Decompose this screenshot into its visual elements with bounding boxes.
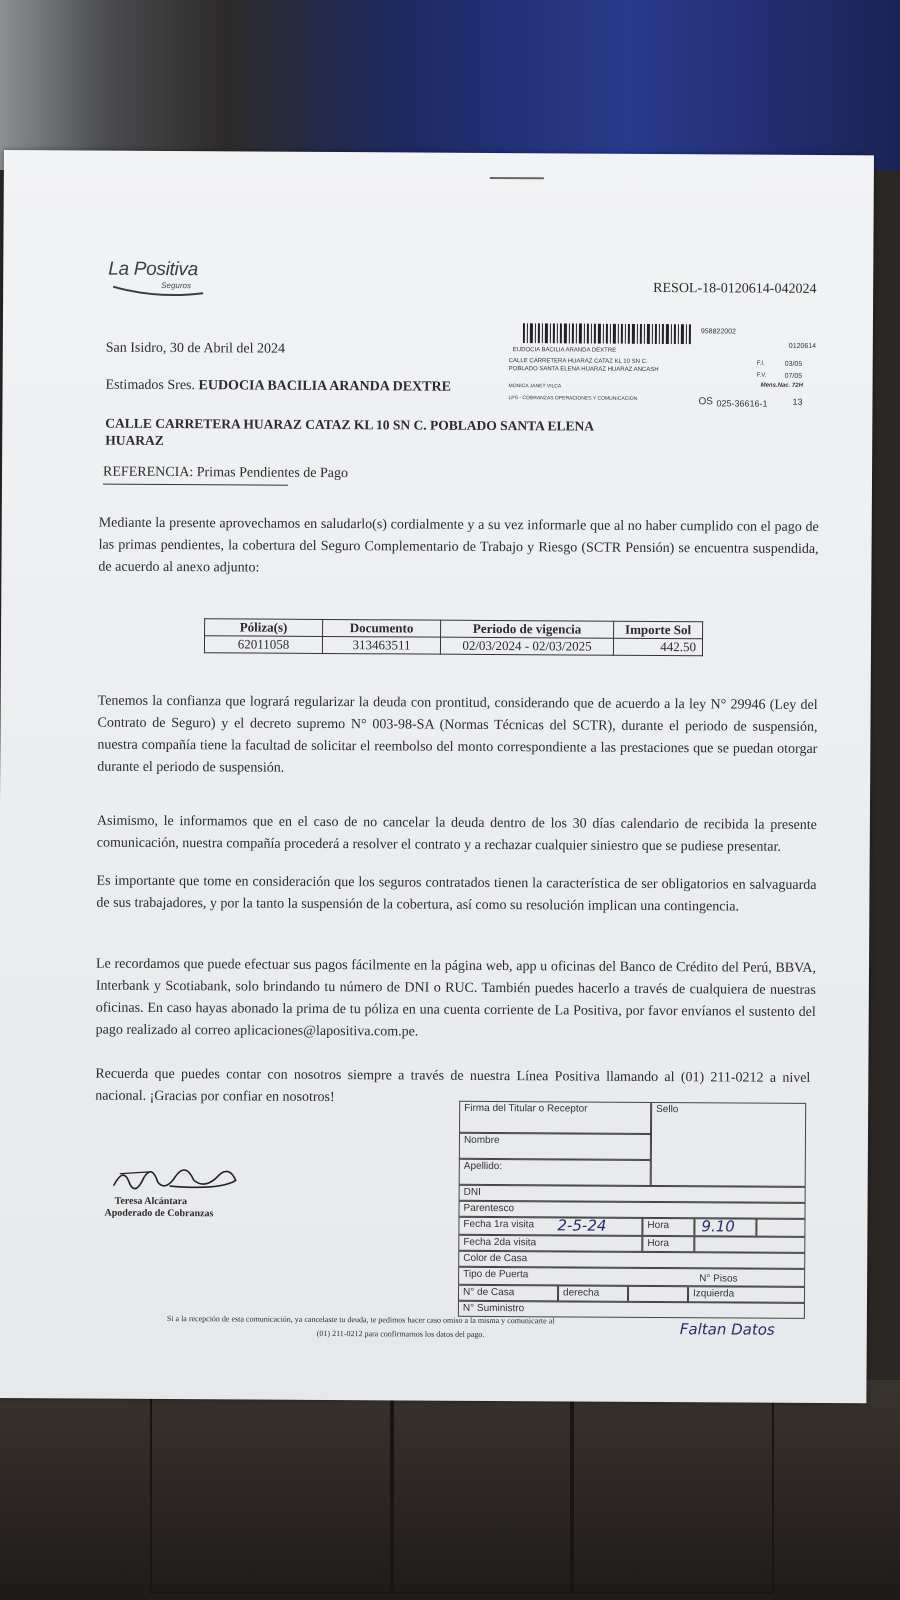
- form-nombre: [459, 1133, 651, 1160]
- paragraph-6: Recuerda que puedes contar con nosotros siempre a través de nuestra Línea Positiva llamando al (01) 211-0212 a nivel nacional. ¡Gracias por confiar en nosotros!: [95, 1066, 811, 1106]
- form-fecha1-label: Fecha 1ra visita: [463, 1218, 535, 1231]
- paragraph-5: Le recordamos que puede efectuar sus pagos fácilmente en la página web, app u oficinas del Banco de Crédito del Perú, BBVA, Interbank y Scotiabank, solo brindando tu número de DNI o RUC. También puedes hacerlo a través de cualquiera de nuestras oficinas. En caso hayas abonado la prima de tu póliza en una cuenta corriente de La Positiva, por favor envíanos el sustento del pago realizado al correo aplicaciones@lapositiva.com.pe.: [95, 956, 817, 1040]
- form-sello-label: Sello: [656, 1104, 679, 1116]
- footer-line-1: Si a la recepción de esta comunicación, ya cancelaste tu deuda, te pedimos hacer caso omiso a la misma y comunicarte al: [166, 1314, 555, 1326]
- header-documento: Documento: [323, 619, 441, 637]
- stamp-os-value: 025-36616-1: [716, 398, 768, 409]
- form-hora2-value-cell: [694, 1236, 805, 1253]
- form-hora2: [642, 1236, 694, 1252]
- stamp-address-1: CALLE CARRETERA HUARAZ CATAZ KL 10 SN C.: [508, 358, 648, 365]
- stamp-dept: LPS - COBRANZAS OPERACIONES Y COMUNICACION: [508, 395, 638, 402]
- cell-poliza: 62011058: [204, 636, 322, 654]
- form-tipo-puerta: [458, 1267, 805, 1287]
- form-firma: [459, 1101, 651, 1134]
- form-derecha-label: derecha: [562, 1287, 600, 1299]
- stamp-code: 0120614: [788, 342, 817, 350]
- stamp-address-2: POBLADO SANTA ELENA HUARAZ HUARAZ ANCASH: [508, 366, 659, 374]
- background-top: [0, 0, 900, 170]
- footer-line-2: (01) 211-0212 para confirmarnos los datos del pago.: [316, 1328, 485, 1339]
- stamp-os-count: 13: [792, 396, 803, 407]
- brand-subtitle: Seguros: [161, 280, 191, 291]
- form-hora-value-cell: [694, 1218, 756, 1236]
- form-tipo-puerta-label: Tipo de Puerta: [463, 1268, 529, 1281]
- logo-swoosh-icon: [111, 280, 206, 300]
- background-floor: [0, 1380, 900, 1600]
- form-dni-label: DNI: [463, 1186, 481, 1198]
- barcode-icon: [523, 323, 693, 344]
- delivery-stamp: [502, 315, 833, 427]
- form-parentesco-label: Parentesco: [463, 1202, 515, 1215]
- fold-mark: [490, 177, 544, 179]
- signature-icon: [110, 1156, 240, 1199]
- letter-page: [0, 150, 874, 1403]
- form-apellido: [459, 1159, 651, 1186]
- form-apellido-label: Apellido:: [463, 1160, 503, 1173]
- floor-tile: [570, 1390, 774, 1594]
- cell-documento: 313463511: [322, 636, 440, 654]
- form-hora-label: Hora: [647, 1219, 670, 1232]
- header-periodo: Periodo de vigencia: [441, 620, 614, 638]
- reference-line: REFERENCIA: Primas Pendientes de Pago: [102, 464, 349, 482]
- form-hora: [642, 1218, 694, 1236]
- greeting-prefix: Estimados Sres.: [105, 377, 196, 394]
- paragraph-1: Mediante la presente aprovechamos en saludarlo(s) cordialmente y a su vez informarle que al no haber cumplido con el pago de las primas pendientes, la cobertura del Seguro Complementario de Trabajo y Riesgo (SCTR Pensión) se encuentra suspendida, de acuerdo al anexo adjunto:: [98, 515, 819, 576]
- stamp-os-label: OS: [698, 396, 713, 408]
- form-suministro-label: N° Suministro: [462, 1302, 525, 1315]
- form-fecha1-value: 2-5-24: [557, 1216, 607, 1235]
- cell-importe: 442.50: [613, 638, 702, 656]
- form-derecha: [558, 1285, 628, 1301]
- place-date: San Isidro, 30 de Abril del 2024: [105, 340, 286, 357]
- floor-tile: [150, 1390, 394, 1594]
- form-casa: [458, 1285, 558, 1302]
- policy-table: [204, 618, 703, 656]
- form-fecha1: [458, 1217, 642, 1236]
- form-fecha2: [458, 1235, 642, 1252]
- stamp-agent: MONICA JANET VILCA: [508, 383, 562, 390]
- visit-form: [458, 1101, 809, 1343]
- paragraph-3: Asimismo, le informamos que en el caso de no cancelar la deuda dentro de los 30 días calendario de recibida la presente comunicación, nuestra compañía procederá a resolver el contrato y a rechazar cualquier siniestro que se pudiese presentar.: [96, 813, 817, 855]
- address-line-1: CALLE CARRETERA HUARAZ CATAZ KL 10 SN C. POBLADO SANTA ELENA: [105, 415, 595, 434]
- form-derecha-value: [628, 1286, 688, 1302]
- header-poliza: Póliza(s): [205, 619, 323, 637]
- form-firma-label: Firma del Titular o Receptor: [464, 1102, 588, 1115]
- stamp-fv-value: 07/05: [784, 372, 803, 380]
- form-color-casa-label: Color de Casa: [463, 1252, 528, 1265]
- form-hora2-label: Hora: [647, 1237, 670, 1250]
- stamp-recipient: EUDOCIA BACILIA ARANDA DEXTRE: [512, 347, 617, 354]
- floor-tile: [390, 1390, 574, 1594]
- brand-logo: La Positiva: [108, 258, 198, 281]
- signer-name: Teresa Alcántara: [114, 1195, 188, 1208]
- stamp-fi-label: F.I.: [756, 360, 765, 367]
- greeting: [106, 376, 452, 398]
- form-casa-label: N° de Casa: [462, 1286, 515, 1299]
- barcode-number: 958822002: [700, 328, 736, 336]
- form-blank-cell: [756, 1219, 805, 1237]
- stamp-fv-label: F.V.: [756, 372, 767, 379]
- form-nombre-label: Nombre: [463, 1134, 500, 1147]
- cell-periodo: 02/03/2024 - 02/03/2025: [440, 637, 613, 655]
- address-line-2: HUARAZ: [105, 432, 164, 448]
- signer-title: Apoderado de Cobranzas: [104, 1207, 214, 1220]
- form-hora-value: 9.10: [701, 1217, 735, 1236]
- form-handwritten-note: Faltan Datos: [679, 1320, 775, 1339]
- form-izquierda-label: Izquierda: [692, 1288, 735, 1300]
- stamp-mens: Mens.Nac. 72H: [760, 382, 803, 389]
- paragraph-4: Es importante que tome en consideración que los seguros contratados tienen la característica de ser obligatorios en salvaguarda de sus trabajadores, y por la tanto la suspensión de la cobertura, así como su resolución implican una contingencia.: [96, 873, 817, 915]
- stamp-fi-value: 03/05: [784, 360, 803, 368]
- form-izquierda: [688, 1286, 805, 1303]
- header-importe: Importe Sol: [614, 621, 703, 639]
- addressee-name: EUDOCIA BACILIA ARANDA DEXTRE: [198, 378, 451, 395]
- form-pisos-label: N° Pisos: [699, 1273, 738, 1285]
- reference-code: RESOL-18-0120614-042024: [653, 280, 817, 297]
- reference-underline: [103, 484, 288, 486]
- form-sello: [651, 1102, 807, 1187]
- paragraph-2: Tenemos la confianza que logrará regularizar la deuda con prontitud, considerando que de acuerdo a la ley N° 29946 (Ley del Contrato de Seguro) y el decreto supremo N° 003-98-SA (Normas Técnicas del SCTR), durante el periodo de suspensión, nuestra compañía tiene la facultad de solicitar el reembolso del monto correspondiente a las prestaciones que se puedan otorgar durante el periodo de suspensión.: [97, 693, 818, 776]
- form-fecha2-label: Fecha 2da visita: [463, 1236, 537, 1249]
- table-row: [204, 636, 702, 656]
